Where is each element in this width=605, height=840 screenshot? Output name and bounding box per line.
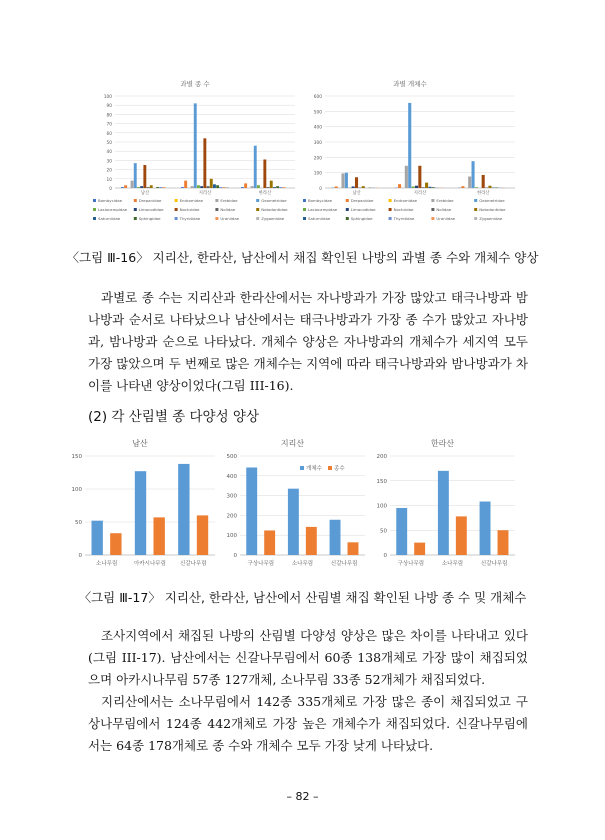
category-label: 지리산: [413, 191, 427, 196]
legend-label: Limacodidae: [138, 207, 164, 212]
category-label: 구상나무림: [397, 561, 425, 567]
category-label: 소나무림: [441, 561, 464, 567]
category-label: 신갈나무림: [180, 561, 207, 567]
y-tick-label: 300: [313, 141, 322, 146]
y-tick-label: 100: [226, 533, 237, 540]
legend-label: Saturniidae: [308, 216, 331, 221]
chart-title: 지리산: [280, 439, 305, 448]
legend-label: Lasiocampidae: [308, 207, 338, 212]
y-tick-label: 100: [313, 171, 322, 177]
paragraph-text-jirisan: 지리산에서는 소나무림에서 142종 335개체로 가장 많은 종이 채집되었고 구상나무림에서 124종 442개체로 가장 높은 개체수가 채집되었다. 신갈나무림에서는 64종 178개체로 종 수와 개체수 모두 가장 낮게 나타났다.: [88, 694, 528, 753]
legend-label: Nolidae: [436, 207, 452, 212]
y-tick-label: 50: [106, 141, 112, 146]
chart-title: 한라산: [430, 439, 455, 448]
y-tick-label: 50: [75, 520, 82, 526]
y-tick-label: 50: [380, 528, 387, 535]
y-tick-label: 200: [313, 156, 322, 162]
legend-label: Sphingidae: [138, 216, 161, 221]
y-tick-label: 80: [106, 113, 112, 119]
legend-label: Drepanidae: [138, 198, 162, 203]
category-label: 한라산: [477, 191, 490, 196]
y-tick-label: 60: [106, 131, 112, 137]
legend-label: Nolidae: [220, 207, 236, 212]
figure-16-caption: 〈그림 Ⅲ-16〉 지리산, 한라산, 남산에서 채집 확인된 나방의 과별 종 수와 개체수 양상: [66, 250, 539, 265]
chart-title: 과별 종 수: [180, 80, 210, 88]
category-label: 한라산: [258, 191, 272, 196]
paragraph-text: 과별로 종 수는 지리산과 한라산에서는 자나방과가 가장 많았고 태극나방과 밤나방과 순서로 나타났으나 남산에서는 태극나방과가 가장 종 수가 많았고 자나방과, 밤나방과 순으로 나타났다. 개체수 양상은 자나방과의 개체수가 세지역 모두 가장 많았으며 두 번째로 많은 개체수는 지역에 따라 태극나방과와 밤나방과가 차이를 나타낸 양상이었다(그림 III-16).: [88, 290, 528, 393]
category-label: 소나무림: [291, 561, 314, 567]
legend-label: Saturniidae: [98, 216, 121, 221]
chart-title: 과별 개체수: [393, 80, 427, 88]
y-tick-label: 0: [78, 553, 82, 559]
legend-label: Notodontidae: [479, 207, 506, 212]
legend-label: Thyrididae: [179, 216, 201, 221]
category-label: 신갈나무림: [330, 561, 358, 567]
y-tick-label: 0: [109, 187, 112, 192]
legend-label: Bombycidae: [308, 198, 333, 203]
y-tick-label: 90: [106, 104, 112, 110]
bar: [498, 530, 509, 555]
y-tick-label: 10: [106, 177, 112, 183]
y-tick-label: 0: [319, 187, 322, 192]
y-tick-label: 100: [376, 503, 387, 510]
legend-label: Uraniidae: [220, 216, 240, 221]
legend-label: Bombycidae: [98, 198, 123, 203]
bar: [414, 543, 425, 555]
y-tick-label: 70: [106, 122, 112, 128]
legend-label: Drepanidae: [350, 198, 374, 203]
figure-17-caption: 〈그림 Ⅲ-17〉 지리산, 한라산, 남산에서 산림별 채집 확인된 나방 종 수 및 개체수: [78, 590, 527, 605]
category-label: 남산: [352, 191, 361, 196]
legend-label: Zygaenidae: [479, 216, 503, 221]
y-tick-label: 100: [103, 95, 112, 100]
y-tick-label: 150: [71, 454, 82, 460]
bar: [456, 516, 467, 555]
legend-label: Lasiocampidae: [98, 207, 128, 212]
legend-label: 개체수: [306, 466, 322, 472]
legend-label: Notodontidae: [261, 207, 288, 212]
y-tick-label: 100: [71, 487, 82, 493]
legend-label: Endromidae: [179, 198, 204, 203]
bar: [480, 502, 491, 555]
legend-label: Erebidae: [436, 198, 454, 203]
y-tick-label: 600: [313, 95, 322, 100]
legend-label: Uraniidae: [436, 216, 456, 221]
chart-title: 남산: [132, 439, 148, 448]
legend-label: Sphingidae: [350, 216, 373, 221]
legend-label: Noctuidae: [393, 207, 414, 212]
legend-label: Endromidae: [393, 198, 418, 203]
bar: [396, 508, 407, 555]
y-tick-label: 0: [233, 553, 237, 559]
y-tick-label: 300: [226, 493, 237, 500]
section-heading: (2) 각 산림별 종 다양성 양상: [88, 409, 259, 425]
y-tick-label: 40: [106, 150, 112, 156]
y-tick-label: 400: [313, 125, 322, 131]
legend-label: Limacodidae: [350, 207, 376, 212]
y-tick-label: 30: [106, 159, 112, 165]
y-tick-label: 500: [313, 110, 322, 116]
category-label: 구상나무림: [247, 561, 275, 567]
page-number: – 82 –: [286, 790, 319, 803]
y-tick-label: 20: [106, 168, 112, 174]
category-label: 소나무림: [96, 561, 118, 567]
legend-label: Thyrididae: [393, 216, 415, 221]
paragraph-text-namsan: 조사지역에서 채집된 나방의 산림별 다양성 양상은 많은 차이를 나타내고 있다(그림 III-17). 남산에서는 신갈나무림에서 60종 138개체로 가장 많이 채집되었으며 아카시나무림 57종 127개체, 소나무림 33종 52개체가 채집되었다.: [88, 628, 528, 687]
y-tick-label: 500: [226, 454, 237, 460]
y-tick-label: 150: [376, 478, 387, 485]
category-label: 남산: [140, 191, 150, 196]
legend-label: Noctuidae: [179, 207, 200, 212]
bar: [438, 471, 449, 555]
legend-label: Zygaenidae: [261, 216, 285, 221]
paragraph-forest-diversity: [88, 625, 528, 757]
legend-label: Geometridae: [479, 198, 505, 203]
y-tick-label: 200: [376, 454, 387, 460]
legend-label: 종수: [334, 466, 345, 472]
legend-label: Erebidae: [220, 198, 238, 203]
category-label: 아카시나무림: [134, 561, 166, 567]
y-tick-label: 400: [226, 473, 237, 480]
y-tick-label: 0: [383, 553, 387, 559]
category-label: 신갈나무림: [480, 561, 508, 567]
y-tick-label: 200: [226, 513, 237, 520]
category-label: 지리산: [198, 191, 212, 196]
legend-label: Geometridae: [261, 198, 287, 203]
